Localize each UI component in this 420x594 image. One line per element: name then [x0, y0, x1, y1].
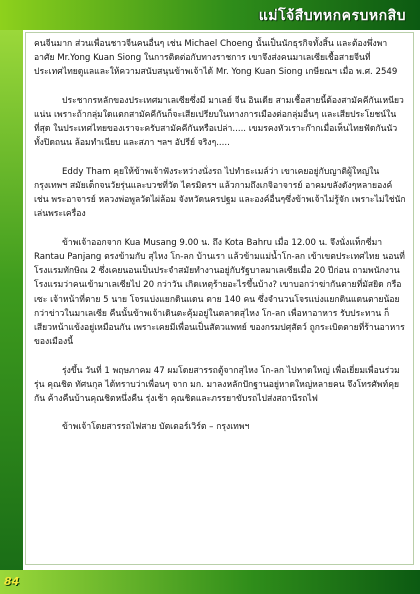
article-body	[34, 37, 406, 449]
article-content-box	[25, 32, 414, 565]
header-band	[0, 0, 420, 30]
footer-band	[0, 570, 420, 594]
article-paragraph-3: Eddy Tham คุยให้ข้าพเจ้าฟังระหว่างนั่งรถ ไปทำธะเมล์ว่า เขาเคยอยู่กับญาติผู้ใหญ่ในกรุงเทพฯ สมัยเด็กจนวัยรุ่นและบวชที่วัด ไตรมิตรฯ แล้วกามถึงเกจิอาจารย์ อาคมขลังดังๆหลายองค์ เช่น พระอาจารย์ หลวงพ่อพูลวัดไผ่ล้อม จังหวัดนครปฐม และองค์อื่นๆซึ่งข้าพเจ้าไม่รู้จัก เพราะไม่ใช่นักเล่นพระเครื่อง	[34, 166, 406, 220]
article-paragraph-4: ข้าพเจ้าออกจาก Kua Musang 9.00 น. ถึง Kota Bahru เมื่อ 12.00 น. จึงนั่งแท็กซี่มา Rantau Panjang ตรงข้ามกับ สุไหง โก-ลก บ้านเรา แล้วข้ามแม่น้ำโก-ลก เข้าเขตประเทศไทย นอนที่โรงแรมทักษิณ 2 ซึ่งเคยนอนเป็นประจำสมัยทำงานอยู่กับรัฐบาลมาเลเซียเมื่อ 20 ปีก่อน ถามพนักงานโรงแรมว่าคนเข้ามาเลเซียไป 20 กว่าวัน เกิดเหตุร้ายอะไรขึ้นบ้าง? เขาบอกว่าฆ่ากันตายที่มัสยิด กรือเซะ เจ้าหน้าที่ตาย 5 นาย โจรแบ่งแยกดินแดน ตาย 140 คน ซึ่งจำนวนโจรแบ่งแยกดินแดนตายน้อยกว่าข่าวในมาเลเซีย คืนนั้นข้าพเจ้าเดินตะคุ้มอยู่ในตลาดสุไหง โก-ลก เพื่อหาอาหาร รับประทาน ก็เสียวหน้าแข้งอยู่เหมือนกัน เพราะเคยมีเพื่อนเป็นสัตวแพทย์ ของกรมปศุสัตว์ ถูกระเบิดตายที่ร้านอาหารของเมืองนี้	[34, 237, 405, 348]
article-paragraph-6: ข้าพเจ้าโดยสารรถไฟสาย บัตเตอร์เวิร์ต – กรุงเทพฯ	[62, 422, 250, 433]
article-paragraph-1: คนจีนมาก ส่วนเพื่อนชาวจีนคนอื่นๆ เช่น Michael Choeng นั้นเป็นนักธุรกิจทั้งสิ้น และต้องพึ่งพาอาศัย Mr.Yong Kuan Siong ในการติดต่อกับทางราชการ เขาจึงส่งคนมาเลเซียเชื้อสายจีนที่ประเทศไทยดูแลและให้ความสนับสนุนข้าพเจ้าได้ Mr. Yong Kuan Siong เกษียณฯ เมื่อ พ.ศ. 2549	[34, 39, 398, 78]
article-paragraph-2: ประชากรหลักของประเทศมาเลเซียซึ่งมี มาเลย์ จีน อินเดีย สามเชื้อสายนี้ต้องสามัคคีกันเหนียวแน่น เพราะถ้ากลุ่มใดแตกสามัคคีกันก็จะเสียเปรียบในทางการเมืองต่อกลุ่มอื่นๆ และเสียประโยชน์ในที่สุด ในประเทศไทยของเราจะครับสามัคคีกันหรือเปล่า..... เขมรคงหัวเราะก๊ากเมื่อเห็นไทยฟัดกันนัว ทั้งปิดถนน ล้อมทำเนียบ และสภา ฯลฯ อัปรีย์ จริงๆ.....	[34, 95, 404, 149]
page-number: 84	[4, 575, 20, 588]
header-title: แม่โจ้สืบทหกครบหกสิบ	[258, 8, 406, 24]
article-paragraph-5: รุ่งขึ้น วันที่ 1 พฤษภาคม 47 ผมโดยสารรถตู้จากสุไหง โก-ลก ไปหาดใหญ่ เพื่อเยี่ยมเพื่อนร่วมรุ่น คุณชิต ทัศนกุล ได้ทราบว่าเพื่อนๆ จาก มก. มาลงหลักปักฐานอยู่หาดใหญ่หลายคน จึงโทรศัพท์คุยกัน ค้างคืนบ้านคุณชิตหนึ่งคืน รุ่งเช้า คุณชิตและภรรยาขับรถไปส่งสถานีรถไฟ	[34, 365, 400, 405]
left-decorative-bar	[0, 30, 23, 594]
